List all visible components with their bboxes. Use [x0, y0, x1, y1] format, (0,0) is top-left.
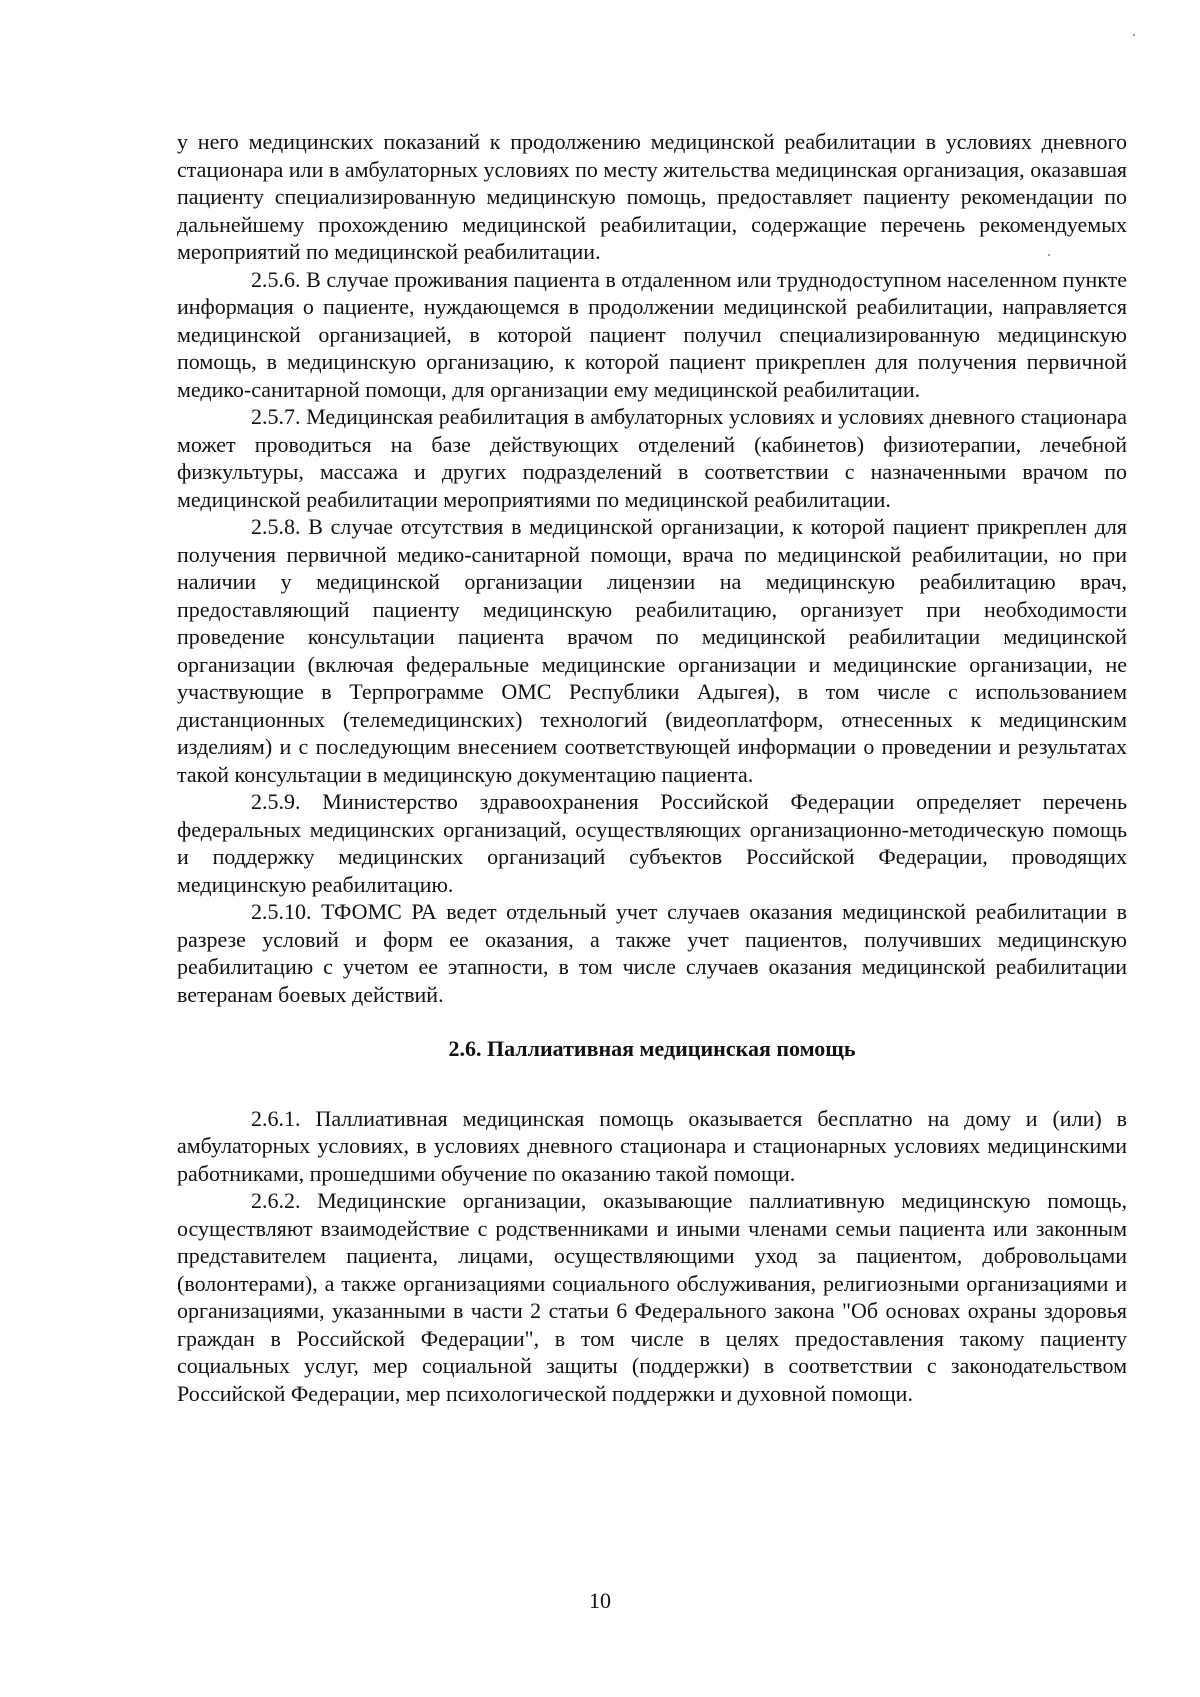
page-number: 10: [589, 1588, 611, 1613]
paragraph-2-5-9: 2.5.9. Министерство здравоохранения Российской Федерации определяет перечень федеральных медицинских организаций, осуществляющих организационно-методическую помощь и поддержку медицинских организаций субъектов Российской Федерации, проводящих медицинскую реабилитацию.: [177, 789, 1127, 897]
paragraph-2-6-1: 2.6.1. Паллиативная медицинская помощь оказывается бесплатно на дому и (или) в амбулаторных условиях, в условиях дневного стационара и стационарных условиях медицинскими работниками, прошедшими обучение по оказанию такой помощи.: [177, 1105, 1127, 1186]
paragraph-2-5-7: 2.5.7. Медицинская реабилитация в амбулаторных условиях и условиях дневного стационара может проводиться на базе действующих отделений (кабинетов) физиотерапии, лечебной физкультуры, массажа и других подразделений в соответствии с назначенными врачом по медицинской реабилитации мероприятиями по медицинской реабилитации.: [177, 404, 1127, 512]
paragraph-2-5-6: 2.5.6. В случае проживания пациента в отдаленном или труднодоступном населенном пункте информация о пациенте, нуждающемся в продолжении медицинской реабилитации, направляется медицинской организацией, в которой пациент получил специализированную медицинскую помощь, в медицинскую организацию, к которой пациент прикреплен для получения первичной медико-санитарной помощи, для организации ему медицинской реабилитации.: [177, 266, 1127, 402]
section-heading: 2.6. Паллиативная медицинская помощь: [448, 1036, 856, 1061]
paragraph-2-6-2: 2.6.2. Медицинские организации, оказывающие паллиативную медицинскую помощь, осуществляют взаимодействие с родственниками и иными членами семьи пациента или законным представителем пациента, лицами, осуществляющими уход за пациентом, добровольцами (волонтерами), а также организациями социального обслуживания, религиозными организациями и организациями, указанными в части 2 статьи 6 Федерального закона "Об основах охраны здоровья граждан в Российской Федерации", в том числе в целях предоставления такому пациенту социальных услуг, мер социальной защиты (поддержки) в соответствии с законодательством Российской Федерации, мер психологической поддержки и духовной помощи.: [177, 1188, 1127, 1406]
document-body: [177, 128, 1127, 1407]
scan-speck: [1133, 34, 1135, 36]
paragraph-2-5-10: 2.5.10. ТФОМС РА ведет отдельный учет случаев оказания медицинской реабилитации в разрезе условий и форм ее оказания, а также учет пациентов, получивших медицинскую реабилитацию с учетом ее этапности, в том числе случаев оказания медицинской реабилитации ветеранам боевых действий.: [177, 899, 1127, 1007]
paragraph-continuation: у него медицинских показаний к продолжению медицинской реабилитации в условиях дневного стационара или в амбулаторных условиях по месту жительства медицинская организация, оказавшая пациенту специализированную медицинскую помощь, предоставляет пациенту рекомендации по дальнейшему прохождению медицинской реабилитации, содержащие перечень рекомендуемых мероприятий по медицинской реабилитации.: [177, 129, 1127, 264]
paragraph-2-5-8: 2.5.8. В случае отсутствия в медицинской организации, к которой пациент прикреплен для получения первичной медико-санитарной помощи, врача по медицинской реабилитации, но при наличии у медицинской организации лицензии на медицинскую реабилитацию врач, предоставляющий пациенту медицинскую реабилитацию, организует при необходимости проведение консультации пациента врачом по медицинской реабилитации медицинской организации (включая федеральные медицинские организации и медицинские организации, не участвующие в Терпрограмме ОМС Республики Адыгея), в том числе с использованием дистанционных (телемедицинских) технологий (видеоплатформ, отнесенных к медицинским изделиям) и с последующим внесением соответствующей информации о проведении и результатах такой консультации в медицинскую документацию пациента.: [177, 514, 1127, 787]
